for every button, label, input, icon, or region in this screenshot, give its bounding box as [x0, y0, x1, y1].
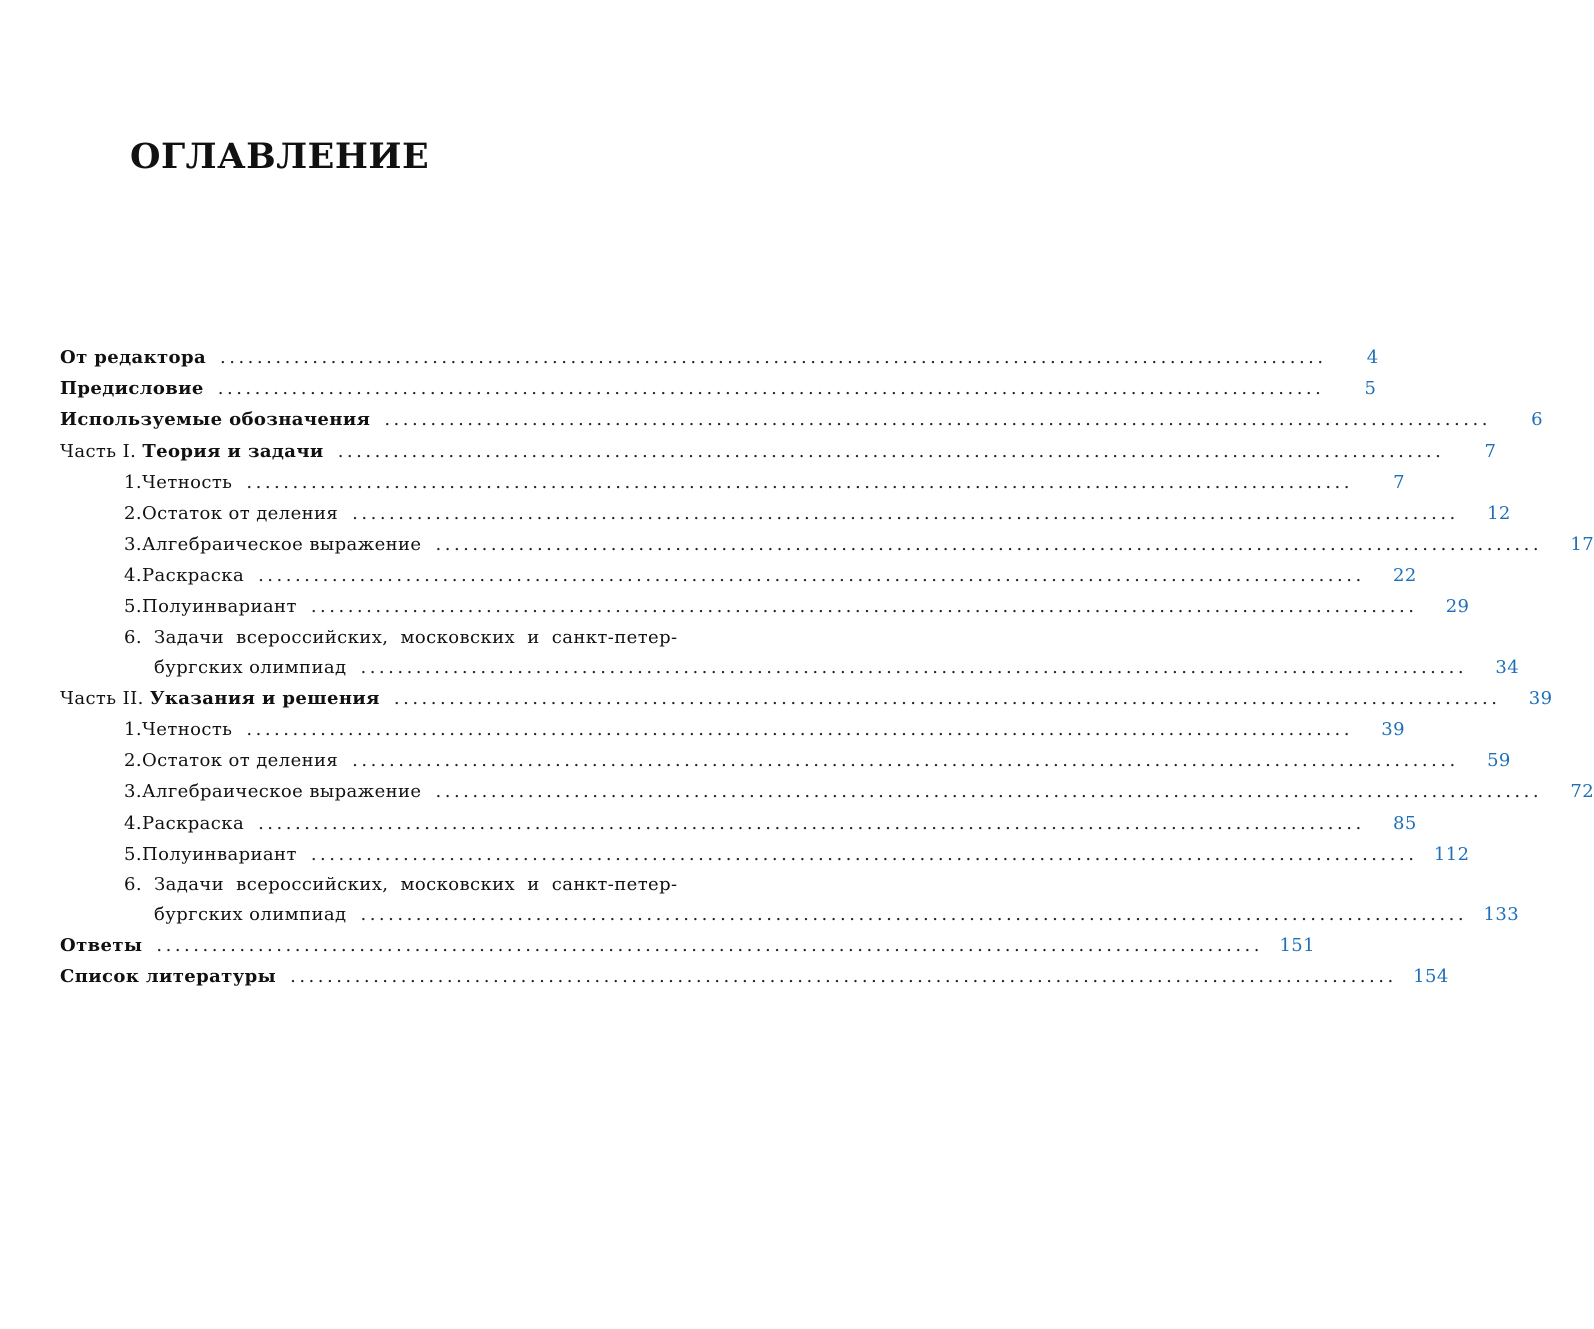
toc-entry-p1-section-2[interactable] — [60, 498, 1511, 529]
section-number: 4. — [124, 812, 142, 834]
toc-entry-answers[interactable] — [60, 930, 1315, 961]
section-number: 2. — [124, 502, 142, 524]
entry-label: От редактора — [60, 346, 207, 368]
entry-label: Указания и решения — [149, 687, 380, 709]
entry-label: Ответы — [60, 935, 143, 957]
page-number[interactable]: 29 — [1445, 596, 1470, 618]
page-number[interactable]: 12 — [1487, 502, 1511, 524]
part-prefix: Часть I. — [60, 440, 137, 462]
toc-entry-p2-section-5[interactable] — [60, 839, 1470, 870]
dot-leader: ........................................................................................................................ — [258, 812, 1365, 834]
toc-entry-p1-section-1[interactable] — [60, 467, 1405, 498]
dot-leader: ........................................................................................................................ — [435, 781, 1543, 803]
section-number: 2. — [124, 750, 142, 772]
dot-leader: ........................................................................................................................ — [384, 409, 1491, 431]
dot-leader: ........................................................................................................................ — [156, 935, 1263, 957]
dot-leader: ........................................................................................................................ — [258, 565, 1365, 587]
dot-leader: ........................................................................................................................ — [393, 687, 1501, 709]
toc-entry-editor-note[interactable] — [60, 342, 1379, 373]
entry-label-line-1: Задачи всероссийских, московских и санкт-петер- — [154, 874, 678, 895]
toc-entry-preface[interactable] — [60, 373, 1377, 404]
page-number[interactable]: 17 — [1570, 534, 1594, 556]
toc-entry-p1-section-4[interactable] — [60, 560, 1417, 591]
table-of-contents — [60, 342, 1594, 993]
toc-entry-part-1[interactable] — [60, 436, 1497, 467]
dot-leader: ........................................................................................................................ — [435, 534, 1543, 556]
dot-leader: ........................................................................................................................ — [217, 378, 1325, 400]
section-number: 6. — [124, 874, 142, 895]
entry-label: Список литературы — [60, 966, 277, 988]
page-number[interactable]: 6 — [1531, 409, 1543, 431]
page-number[interactable]: 154 — [1413, 966, 1449, 988]
entry-label: Раскраска — [141, 565, 245, 587]
part-prefix: Часть II. — [60, 687, 144, 709]
section-number: 3. — [124, 781, 142, 803]
entry-label: Полуинвариант — [141, 843, 297, 865]
dot-leader: ........................................................................................................................ — [310, 843, 1418, 865]
page-number[interactable]: 34 — [1495, 656, 1520, 678]
toc-entry-part-2[interactable] — [60, 683, 1553, 714]
page-number[interactable]: 5 — [1364, 378, 1377, 400]
dot-leader: ........................................................................................................................ — [290, 966, 1397, 988]
section-number: 6. — [124, 626, 142, 648]
toc-entry-p2-section-3[interactable] — [60, 776, 1594, 807]
section-number: 5. — [124, 596, 142, 618]
toc-entry-p1-section-3[interactable] — [60, 529, 1594, 560]
page-number[interactable]: 151 — [1279, 935, 1315, 957]
page-number[interactable]: 22 — [1392, 565, 1417, 587]
entry-label: Полуинвариант — [141, 596, 297, 618]
entry-label: Остаток от деления — [141, 502, 339, 524]
section-number: 1. — [124, 471, 142, 493]
entry-label-line-1: Задачи всероссийских, московских и санкт-петер- — [154, 626, 678, 648]
dot-leader: ........................................................................................................................ — [360, 656, 1468, 678]
entry-label: Теория и задачи — [142, 440, 324, 462]
dot-leader: ........................................................................................................................ — [310, 596, 1418, 618]
dot-leader: ........................................................................................................................ — [220, 346, 1327, 368]
entry-label: Используемые обозначения — [60, 409, 371, 431]
dot-leader: ........................................................................................................................ — [360, 903, 1468, 925]
page-number[interactable]: 85 — [1392, 812, 1417, 834]
page-number[interactable]: 39 — [1381, 719, 1405, 741]
page-number[interactable]: 7 — [1484, 440, 1497, 462]
page-number[interactable]: 72 — [1570, 781, 1594, 803]
toc-entry-p1-section-5[interactable] — [60, 592, 1470, 623]
page-number[interactable]: 133 — [1483, 903, 1520, 925]
dot-leader: ........................................................................................................................ — [246, 719, 1353, 741]
page-number[interactable]: 112 — [1433, 843, 1470, 865]
entry-label: Остаток от деления — [141, 750, 339, 772]
entry-label: Четность — [141, 471, 233, 493]
section-number: 3. — [124, 534, 142, 556]
section-number: 4. — [124, 565, 142, 587]
page-number[interactable]: 4 — [1366, 346, 1379, 368]
entry-label: Раскраска — [141, 812, 245, 834]
dot-leader: ........................................................................................................................ — [352, 502, 1459, 524]
toc-entry-p2-section-6[interactable] — [60, 870, 1520, 930]
toc-entry-notation[interactable] — [60, 404, 1543, 435]
dot-leader: ........................................................................................................................ — [337, 440, 1445, 462]
toc-entry-p2-section-2[interactable] — [60, 745, 1511, 776]
entry-label-line-2: бургских олимпиад — [154, 903, 347, 925]
section-number: 5. — [124, 843, 142, 865]
entry-label: Предисловие — [60, 378, 204, 400]
toc-entry-p1-section-6[interactable] — [60, 623, 1520, 683]
toc-entry-p2-section-1[interactable] — [60, 714, 1405, 745]
page-number[interactable]: 7 — [1393, 471, 1405, 493]
entry-label: Четность — [141, 719, 233, 741]
dot-leader: ........................................................................................................................ — [352, 750, 1459, 772]
entry-label: Алгебраическое выражение — [141, 534, 422, 556]
page-number[interactable]: 39 — [1528, 687, 1553, 709]
page-title: ОГЛАВЛЕНИЕ — [130, 136, 430, 177]
toc-entry-bibliography[interactable] — [60, 961, 1449, 992]
entry-label: Алгебраическое выражение — [141, 781, 422, 803]
page-number[interactable]: 59 — [1487, 750, 1511, 772]
dot-leader: ........................................................................................................................ — [246, 471, 1353, 493]
toc-entry-p2-section-4[interactable] — [60, 808, 1417, 839]
section-number: 1. — [124, 719, 142, 741]
entry-label-line-2: бургских олимпиад — [154, 656, 347, 678]
